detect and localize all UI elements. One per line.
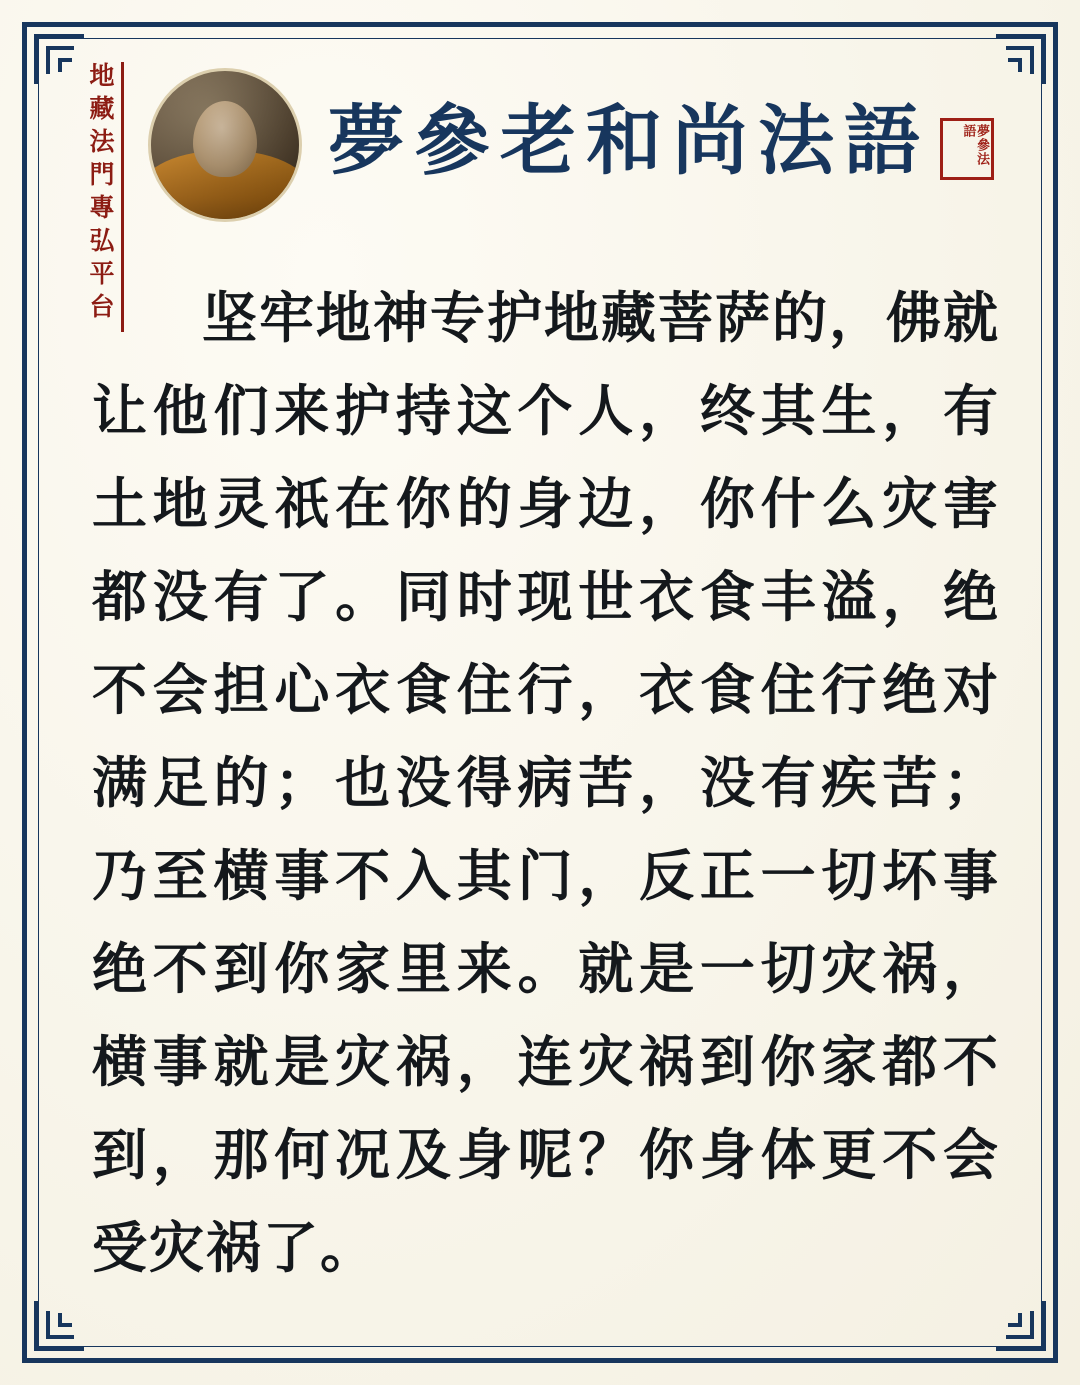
corner-ornament-bottom-left: [22, 1289, 96, 1363]
page-title: 夢參老和尚法語: [328, 100, 930, 184]
corner-ornament-bottom-right: [984, 1289, 1058, 1363]
platform-label-text: 地藏法門專弘平台: [86, 62, 113, 326]
avatar: [148, 68, 302, 222]
seal-stamp: 夢參法語: [940, 118, 994, 180]
poster-header: [60, 58, 1020, 326]
avatar-shading: [151, 71, 299, 219]
quote-body: 坚牢地神专护地藏菩萨的，佛就让他们来护持这个人，终其生，有土地灵祇在你的身边，你什么灾害都没有了。同时现世衣食丰溢，绝不会担心衣食住行，衣食住行绝对满足的；也没得病苦，没有疾苦；乃至横事不入其门，反正一切坏事绝不到你家里来。就是一切灾祸，横事就是灾祸，连灾祸到你家都不到，那何况及身呢？你身体更不会受灾祸了。: [92, 288, 1001, 1279]
